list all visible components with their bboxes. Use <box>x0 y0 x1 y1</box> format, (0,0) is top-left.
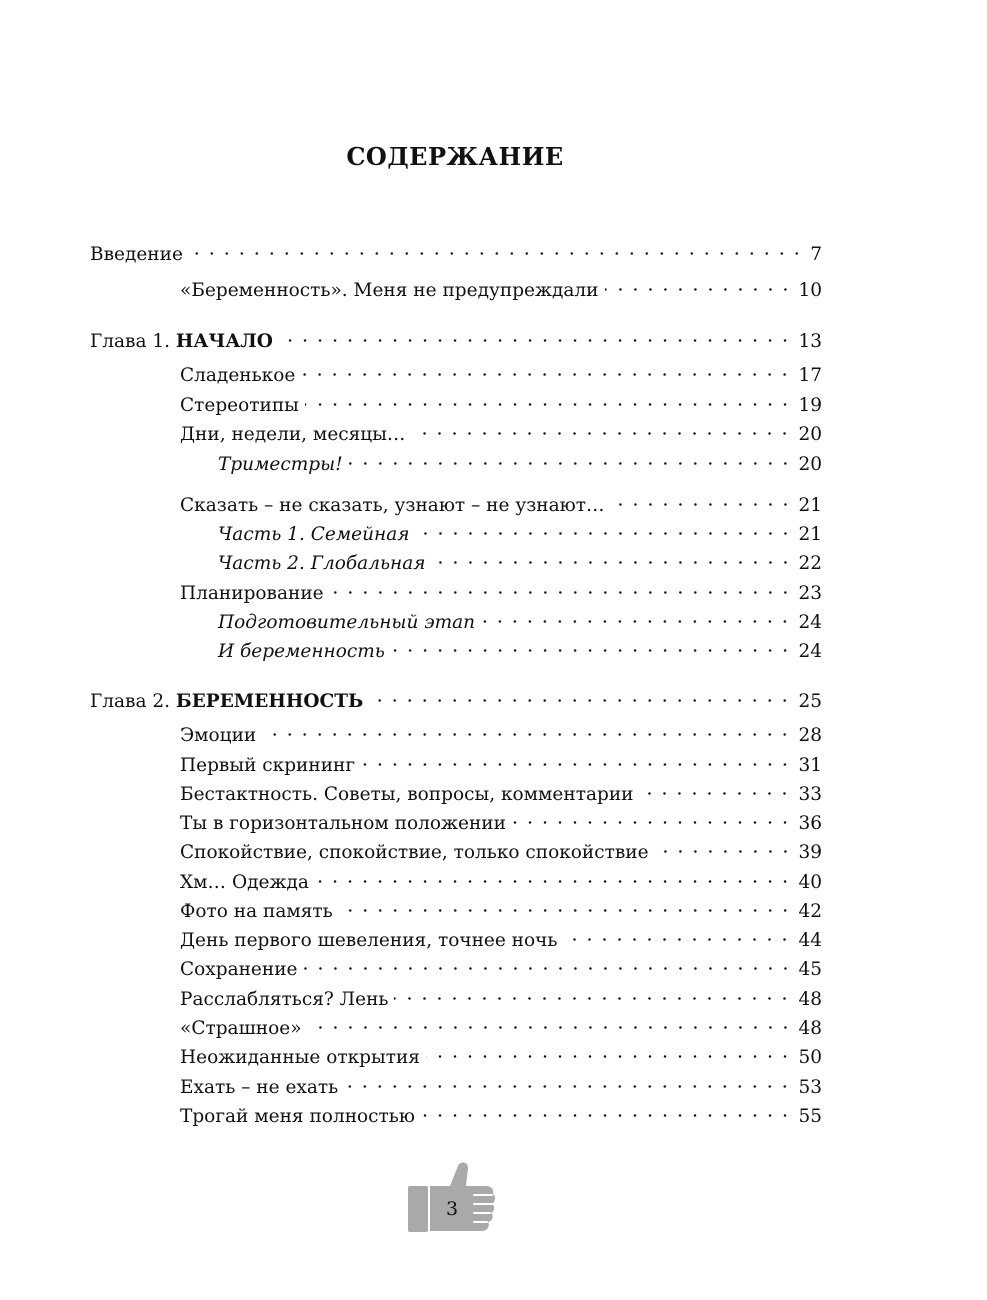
toc-entry-title <box>218 520 410 549</box>
toc-entry <box>180 1073 822 1102</box>
toc-page-number: 17 <box>798 365 822 386</box>
dot-leader <box>262 733 792 736</box>
toc-entry-text: Глава 2. <box>90 691 176 712</box>
toc-page-number: 40 <box>798 872 822 893</box>
toc-entry <box>218 520 822 549</box>
toc-page-number: 33 <box>798 784 822 805</box>
toc-page-number: 25 <box>798 691 822 712</box>
dot-leader <box>349 462 793 465</box>
toc-entry-text: «Беременность». Меня не предупреждали <box>180 280 599 301</box>
dot-leader <box>301 373 792 376</box>
toc-entry-title <box>90 687 363 716</box>
toc-entry-title <box>180 809 506 838</box>
toc-entry-title <box>90 240 183 269</box>
dot-leader <box>655 850 793 853</box>
toc-entry-title <box>180 391 299 420</box>
toc-entry <box>180 780 822 809</box>
toc-page-number: 22 <box>798 553 822 574</box>
dot-leader <box>279 339 793 342</box>
toc-entry <box>218 450 822 479</box>
toc-page-number: 36 <box>798 813 822 834</box>
toc-page-number: 20 <box>798 424 822 445</box>
toc-entry-text: И беременность <box>218 641 385 662</box>
dot-leader <box>563 938 792 941</box>
toc-entry-title <box>180 897 333 926</box>
toc-page-number: 31 <box>798 755 822 776</box>
toc-page-number: 50 <box>798 1047 822 1068</box>
toc-entry-title <box>180 721 256 750</box>
dot-leader <box>189 252 804 255</box>
toc-entry-text: Бестактность. Советы, вопросы, комментарии <box>180 784 634 805</box>
toc-chapter-name: БЕРЕМЕННОСТЬ <box>175 691 364 712</box>
toc-entry-title <box>180 1014 302 1043</box>
toc-chapter-entry <box>90 687 822 716</box>
toc-entry-text: Глава 1. <box>90 331 176 352</box>
toc-entry <box>180 420 822 449</box>
dot-leader <box>512 821 793 824</box>
dot-leader <box>391 649 793 652</box>
toc-entry-title <box>180 751 355 780</box>
toc-entry-text: Сохранение <box>180 959 298 980</box>
toc-page-number: 23 <box>798 583 822 604</box>
toc-entry <box>180 1014 822 1043</box>
toc-entry-title <box>218 450 343 479</box>
toc-chapter-entry <box>90 240 822 269</box>
toc-entry-text: День первого шевеления, точнее ночь <box>180 930 558 951</box>
toc-entry <box>218 608 822 637</box>
toc-entry-title <box>180 926 557 955</box>
toc-entry <box>218 549 822 578</box>
toc-page-number: 7 <box>810 244 822 265</box>
toc-entry <box>180 276 822 305</box>
dot-leader <box>304 967 793 970</box>
dot-leader <box>481 620 792 623</box>
toc-entry-title <box>180 1043 420 1072</box>
dot-leader <box>369 699 792 702</box>
toc-entry-text: Дни, недели, месяцы… <box>180 424 406 445</box>
toc-entry-title <box>90 327 273 356</box>
toc-entry-text: Спокойствие, спокойствие, только спокойствие <box>180 842 649 863</box>
toc-page-number: 24 <box>798 641 822 662</box>
dot-leader <box>339 909 793 912</box>
dot-leader <box>411 432 792 435</box>
page-number-badge <box>404 1160 500 1240</box>
dot-leader <box>605 288 793 291</box>
dot-leader <box>426 1055 793 1058</box>
toc-entry-title <box>180 1073 338 1102</box>
toc-chapter-entry <box>90 327 822 356</box>
toc-entry-text: Введение <box>90 244 183 265</box>
toc-entry-text: Эмоции <box>180 725 257 746</box>
toc-entry <box>180 751 822 780</box>
page-number: 3 <box>445 1198 459 1220</box>
toc-entry-text: «Страшное» <box>180 1018 302 1039</box>
dot-leader <box>344 1085 792 1088</box>
toc-entry-text: Стереотипы <box>180 395 299 416</box>
toc-entry-text: Триместры! <box>218 454 343 475</box>
toc-entry-title <box>218 549 426 578</box>
dot-leader <box>361 763 792 766</box>
toc-page-number: 53 <box>798 1077 822 1098</box>
toc-page-number: 48 <box>798 1018 822 1039</box>
toc-entry <box>180 1043 822 1072</box>
toc-page-number: 45 <box>798 959 822 980</box>
toc-page-number: 24 <box>798 612 822 633</box>
dot-leader <box>394 997 792 1000</box>
toc-entry <box>180 897 822 926</box>
toc-entry-title <box>180 361 295 390</box>
toc-entry-title <box>180 780 633 809</box>
toc-page-number: 55 <box>798 1106 822 1127</box>
toc-page-number: 48 <box>798 989 822 1010</box>
toc-page-number: 20 <box>798 454 822 475</box>
toc-entry <box>180 361 822 390</box>
toc-page-number: 13 <box>798 331 822 352</box>
dot-leader <box>305 403 793 406</box>
toc-entry-title <box>180 579 324 608</box>
toc-entry <box>180 491 822 520</box>
toc-entry-text: Неожиданные открытия <box>180 1047 420 1068</box>
toc-entry-text: Часть 2. Глобальная <box>218 553 426 574</box>
toc-entry-text: Трогай меня полностью <box>180 1106 415 1127</box>
toc-entry-title <box>180 868 309 897</box>
toc-entry <box>180 868 822 897</box>
dot-leader <box>330 591 793 594</box>
toc-entry-title <box>180 491 605 520</box>
toc-page-number: 21 <box>798 495 822 516</box>
dot-leader <box>432 561 793 564</box>
dot-leader <box>315 880 793 883</box>
toc-entry <box>180 721 822 750</box>
dot-leader <box>421 1114 793 1117</box>
toc-entry-title <box>180 1102 415 1131</box>
toc-entry-text: Сладенькое <box>180 365 296 386</box>
toc-entry <box>180 926 822 955</box>
toc-page-number: 19 <box>798 395 822 416</box>
toc-entry-text: Фото на память <box>180 901 333 922</box>
toc-page-number: 42 <box>798 901 822 922</box>
toc-page-number: 21 <box>798 524 822 545</box>
toc-entry-text: Хм… Одежда <box>180 872 309 893</box>
toc-entry <box>218 637 822 666</box>
dot-leader <box>639 792 792 795</box>
toc-page-number: 44 <box>798 930 822 951</box>
toc-entry-text: Подготовительный этап <box>218 612 476 633</box>
dot-leader <box>308 1026 793 1029</box>
toc-entry-text: Планирование <box>180 583 324 604</box>
page-title: СОДЕРЖАНИЕ <box>346 142 564 171</box>
dot-leader <box>611 503 793 506</box>
toc-entry-title <box>180 838 649 867</box>
toc-page-number: 10 <box>798 280 822 301</box>
toc-entry <box>180 838 822 867</box>
toc-entry-title <box>180 276 599 305</box>
toc-entry-text: Сказать – не сказать, узнают – не узнают… <box>180 495 605 516</box>
toc-entry-text: Расслабляться? Лень <box>180 989 389 1010</box>
dot-leader <box>416 532 793 535</box>
toc-entry <box>180 579 822 608</box>
toc-page-number: 28 <box>798 725 822 746</box>
toc-entry-text: Ты в горизонтальном положении <box>180 813 506 834</box>
toc-entry <box>180 1102 822 1131</box>
toc-entry-title <box>218 637 385 666</box>
toc-entry <box>180 955 822 984</box>
toc-page-number: 39 <box>798 842 822 863</box>
toc-entry-title <box>180 420 405 449</box>
toc-entry <box>180 985 822 1014</box>
toc-entry-text: Часть 1. Семейная <box>218 524 410 545</box>
toc-entry-title <box>180 985 388 1014</box>
toc-entry-title <box>218 608 475 637</box>
toc-entry-title <box>180 955 298 984</box>
toc-entry-text: Первый скрининг <box>180 755 356 776</box>
toc-chapter-name: НАЧАЛО <box>175 331 273 352</box>
toc-entry <box>180 391 822 420</box>
toc-entry-text: Ехать – не ехать <box>180 1077 339 1098</box>
toc-entry <box>180 809 822 838</box>
